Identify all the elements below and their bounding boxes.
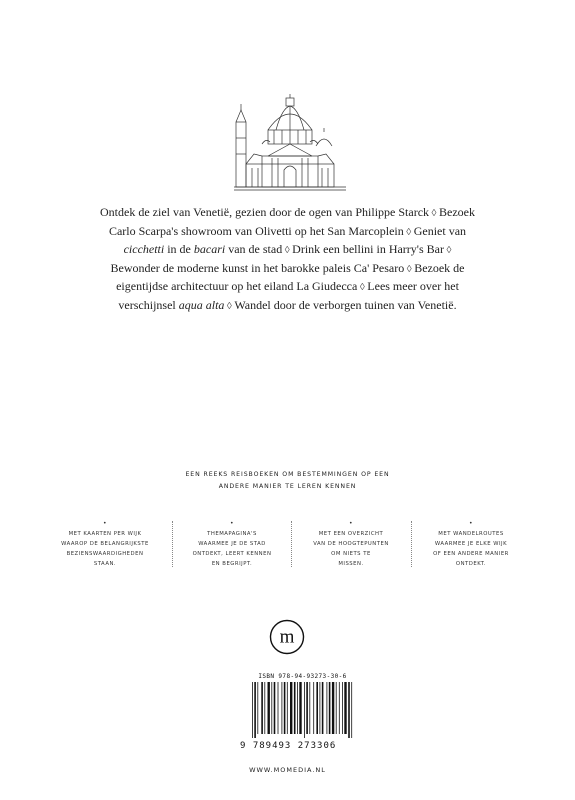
- feature-text-line: MET KAARTEN PER WIJK: [68, 531, 142, 537]
- barcode-bar: [342, 682, 343, 734]
- feature-text-line: BEZIENSWAARDIGHEDEN: [66, 551, 144, 557]
- diamond-separator-icon: ◊: [443, 245, 452, 257]
- blurb-text: in de: [164, 242, 194, 257]
- feature-text-line: WAARMEE JE DE STAD: [198, 541, 266, 547]
- blurb-italic-term: aqua alta: [178, 297, 225, 312]
- diamond-separator-icon: ◊: [404, 263, 415, 275]
- feature-text-line: THEMAPAGINA'S: [207, 531, 257, 537]
- barcode-bar: [299, 682, 301, 734]
- blurb-text: Wandel door de verborgen tuinen van Venetië.: [234, 297, 457, 312]
- feature-text-line: WAAROP DE BELANGRIJKSTE: [61, 541, 149, 547]
- barcode-bar: [304, 682, 305, 738]
- blurb-text: Ontdek de ziel van Venetië, gezien door de ogen van Philippe Starck: [100, 205, 430, 219]
- feature-text-line: MET WANDELROUTES: [438, 531, 504, 537]
- feature-text-line: EN BEGRIJPT.: [211, 561, 253, 567]
- diamond-separator-icon: ◊: [403, 226, 414, 238]
- barcode-bar: [320, 682, 321, 734]
- series-tagline: [130, 469, 445, 493]
- barcode-bar: [336, 682, 337, 734]
- feature-item: [55, 521, 155, 567]
- blurb-text: Geniet van: [413, 223, 467, 238]
- barcode-bar: [261, 682, 263, 734]
- logo-letter: m: [279, 626, 295, 648]
- barcode-bar: [316, 682, 318, 734]
- feature-text-line: VAN DE HOOGTEPUNTEN: [313, 541, 389, 547]
- feature-item: [182, 521, 282, 567]
- barcode-bar: [306, 682, 308, 734]
- blurb-text: Lees meer over het verschijnsel: [118, 279, 459, 312]
- barcode-bar: [348, 682, 350, 738]
- barcode-bar: [339, 682, 340, 734]
- blurb-text: Drink een bellini in Harry's Bar: [292, 242, 444, 257]
- isbn-label: ISBN 978-94-93273-30-6: [258, 673, 347, 680]
- barcode-bar: [351, 682, 352, 738]
- barcode-bar: [274, 682, 276, 734]
- dotted-divider: [411, 521, 412, 567]
- barcode-bar: [257, 682, 258, 734]
- back-cover-blurb: [100, 204, 475, 316]
- dotted-divider: [172, 521, 173, 567]
- publisher-logo-icon: [269, 619, 305, 655]
- barcode-bar: [252, 682, 253, 738]
- blurb-italic-term: cicchetti: [123, 242, 165, 257]
- feature-text-line: ONTDEKT, LEERT KENNEN: [192, 551, 272, 557]
- diamond-separator-icon: ◊: [282, 245, 293, 257]
- barcode-digits: 9 789493 273306: [240, 741, 337, 751]
- barcode-bar: [332, 682, 334, 734]
- barcode-bar: [284, 682, 286, 734]
- publisher-website: WWW.MOMEDIA.NL: [249, 766, 326, 774]
- barcode-bar: [290, 682, 292, 734]
- blurb-text: Bewonder de moderne kunst in het barokke paleis Ca' Pesaro: [110, 260, 405, 275]
- diamond-separator-icon: ◊: [429, 208, 439, 219]
- series-tagline-line-1: EEN REEKS REISBOEKEN OM BESTEMMINGEN OP EEN: [185, 471, 390, 478]
- bullet-icon: •: [348, 520, 354, 527]
- dotted-divider: [291, 521, 292, 567]
- barcode-bar: [282, 682, 283, 734]
- barcode-icon: [250, 682, 355, 738]
- blurb-text: van de stad: [225, 242, 283, 257]
- feature-item: [421, 521, 521, 567]
- feature-text-line: MET EEN OVERZICHT: [318, 531, 384, 537]
- barcode-bar: [264, 682, 265, 734]
- bullet-icon: •: [229, 520, 235, 527]
- barcode-bar: [297, 682, 298, 734]
- feature-text-line: ONTDEKT.: [455, 561, 487, 567]
- diamond-separator-icon: ◊: [224, 300, 235, 312]
- feature-text-line: OM NIETS TE: [331, 551, 371, 557]
- feature-text-line: WAARMEE JE ELKE WIJK: [434, 541, 508, 547]
- blurb-text: Bezoek de eigentijdse architectuur op het eiland La Giudecca: [116, 260, 465, 294]
- series-tagline-line-2: ANDERE MANIER TE LEREN KENNEN: [218, 483, 357, 490]
- barcode-bar: [287, 682, 288, 734]
- barcode-bar: [344, 682, 346, 734]
- barcode-bar: [271, 682, 272, 734]
- bullet-icon: •: [102, 520, 108, 527]
- feature-text-line: OF EEN ANDERE MANIER: [433, 551, 509, 557]
- barcode-bar: [322, 682, 324, 734]
- church-illustration-icon: [232, 94, 348, 194]
- blurb-text: Bezoek Carlo Scarpa's showroom van Olivetti op het San Marcoplein: [108, 205, 475, 238]
- barcode-bar: [327, 682, 328, 734]
- diamond-separator-icon: ◊: [357, 282, 368, 294]
- feature-item: [301, 521, 401, 567]
- barcode-bar: [268, 682, 270, 734]
- barcode-bar: [309, 682, 310, 734]
- barcode-bar: [329, 682, 331, 734]
- barcode-bar: [294, 682, 296, 734]
- barcode-bar: [278, 682, 279, 734]
- blurb-italic-term: bacari: [193, 242, 226, 257]
- barcode-bar: [254, 682, 256, 738]
- feature-columns: [55, 521, 525, 567]
- feature-text-line: MISSEN.: [338, 561, 364, 567]
- feature-text-line: STAAN.: [93, 561, 117, 567]
- bullet-icon: •: [468, 520, 474, 527]
- barcode-bar: [313, 682, 314, 734]
